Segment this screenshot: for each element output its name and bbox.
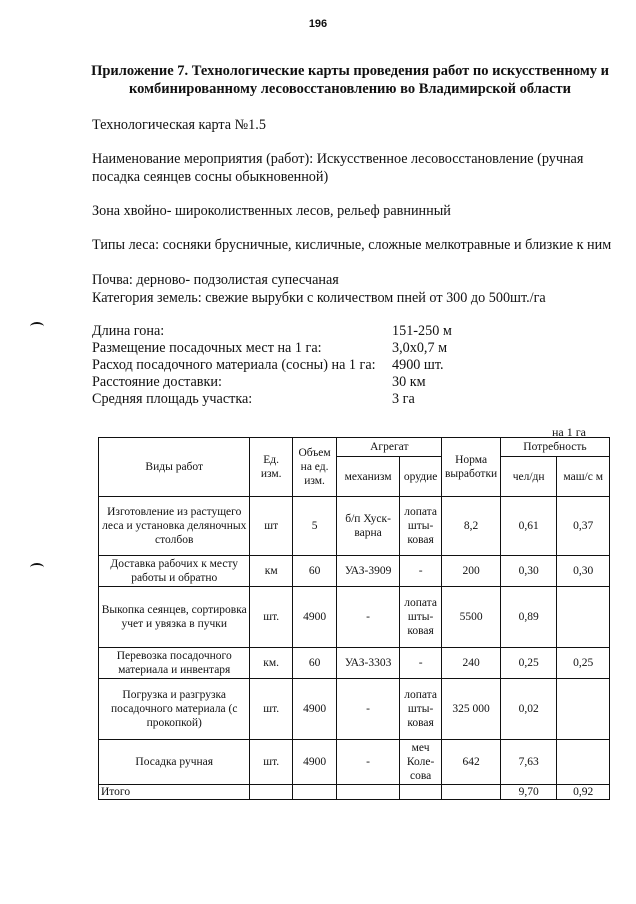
total-label: Итого — [99, 785, 250, 800]
header-unit: Ед. изм. — [250, 438, 292, 497]
param-label: Расстояние доставки: — [92, 374, 222, 390]
work-mechanism: УАЗ-3909 — [337, 556, 400, 587]
param-label: Длина гона: — [92, 323, 165, 339]
param-value: 3,0х0,7 м — [392, 340, 448, 356]
work-norm: 642 — [442, 740, 501, 785]
work-man-days: 0,61 — [500, 497, 557, 556]
unit-note: на 1 га — [552, 425, 586, 439]
land-category: Категория земель: свежие вырубки с количеством пней от 300 до 500шт./га — [92, 290, 546, 306]
header-machine-shifts: маш/с м — [557, 457, 610, 497]
page-number: 196 — [308, 18, 328, 30]
work-man-days: 7,63 — [500, 740, 557, 785]
work-norm: 240 — [442, 648, 501, 679]
table-row — [99, 648, 610, 679]
work-name: Изготовление из растущего леса и установка деляночных столбов — [99, 497, 250, 556]
work-tool: - — [399, 556, 441, 587]
work-name: Доставка рабочих к месту работы и обратно — [99, 556, 250, 587]
param-value: 3 га — [392, 391, 415, 407]
table-row — [99, 497, 610, 556]
param-value: 4900 шт. — [392, 357, 444, 373]
param-row — [92, 323, 512, 340]
work-volume: 60 — [292, 556, 336, 587]
total-machine-shifts: 0,92 — [557, 785, 610, 800]
work-mechanism: - — [337, 587, 400, 648]
work-volume: 4900 — [292, 587, 336, 648]
table-row — [99, 740, 610, 785]
work-name: Погрузка и разгрузка посадочного материала (с прокопкой) — [99, 679, 250, 740]
work-mechanism: УАЗ-3303 — [337, 648, 400, 679]
table-row — [99, 587, 610, 648]
soil-type: Почва: дерново- подзолистая супесчаная — [92, 272, 339, 288]
work-mechanism: - — [337, 679, 400, 740]
work-machine-shifts — [557, 587, 610, 648]
work-tool: меч Колесова — [399, 740, 441, 785]
appendix-title: Приложение 7. Технологические карты проведения работ по искусственному и комбинированному лесовосстановлению во Владимирской области — [91, 63, 609, 97]
work-volume: 5 — [292, 497, 336, 556]
forest-zone: Зона хвойно- широколиственных лесов, рельеф равнинный — [92, 203, 451, 219]
header-aggregate: Агрегат — [337, 438, 442, 457]
work-tool: - — [399, 648, 441, 679]
forest-types: Типы леса: сосняки брусничные, кисличные, сложные мелкотравные и близкие к ним — [92, 237, 612, 253]
param-row — [92, 340, 512, 357]
work-mechanism: б/п Хускварна — [337, 497, 400, 556]
header-norm: Норма выработки — [442, 438, 501, 497]
work-man-days: 0,02 — [500, 679, 557, 740]
work-unit: км. — [250, 648, 292, 679]
param-value: 151-250 м — [392, 323, 452, 339]
work-machine-shifts: 0,25 — [557, 648, 610, 679]
work-norm: 8,2 — [442, 497, 501, 556]
param-row — [92, 391, 512, 408]
table-row — [99, 556, 610, 587]
total-empty — [399, 785, 441, 800]
work-volume: 4900 — [292, 740, 336, 785]
work-norm: 200 — [442, 556, 501, 587]
work-unit: шт. — [250, 740, 292, 785]
work-name: Выкопка сеянцев, сортировка учет и увязка в пучки — [99, 587, 250, 648]
site-parameters — [92, 323, 512, 408]
table-header-row — [99, 438, 610, 457]
work-man-days: 0,30 — [500, 556, 557, 587]
work-unit: шт. — [250, 679, 292, 740]
work-unit: км — [250, 556, 292, 587]
total-empty — [292, 785, 336, 800]
work-man-days: 0,25 — [500, 648, 557, 679]
work-norm: 325 000 — [442, 679, 501, 740]
work-norm: 5500 — [442, 587, 501, 648]
work-tool: лопата штыковая — [399, 497, 441, 556]
work-machine-shifts: 0,37 — [557, 497, 610, 556]
total-empty — [337, 785, 400, 800]
header-volume: Объем на ед. изм. — [292, 438, 336, 497]
binding-mark — [30, 563, 44, 572]
param-label: Расход посадочного материала (сосны) на 1 га: — [92, 357, 376, 373]
work-tool: лопата штыковая — [399, 679, 441, 740]
work-man-days: 0,89 — [500, 587, 557, 648]
total-empty — [442, 785, 501, 800]
param-row — [92, 374, 512, 391]
card-title: Технологическая карта №1.5 — [92, 117, 266, 133]
header-tool: орудие — [399, 457, 441, 497]
header-work-types: Виды работ — [99, 438, 250, 497]
activity-description: Наименование мероприятия (работ): Искусственное лесовосстановление (ручная посадка сеянцев сосны обыкновенной) — [92, 151, 584, 185]
param-value: 30 км — [392, 374, 426, 390]
param-row — [92, 357, 512, 374]
work-mechanism: - — [337, 740, 400, 785]
work-volume: 60 — [292, 648, 336, 679]
total-man-days: 9,70 — [500, 785, 557, 800]
total-row — [99, 785, 610, 800]
work-name: Посадка ручная — [99, 740, 250, 785]
param-label: Средняя площадь участка: — [92, 391, 253, 407]
work-machine-shifts — [557, 679, 610, 740]
work-machine-shifts: 0,30 — [557, 556, 610, 587]
param-label: Размещение посадочных мест на 1 га: — [92, 340, 322, 356]
header-man-days: чел/дн — [500, 457, 557, 497]
header-mechanism: механизм — [337, 457, 400, 497]
works-table — [98, 437, 610, 800]
work-unit: шт. — [250, 587, 292, 648]
work-unit: шт — [250, 497, 292, 556]
work-name: Перевозка посадочного материала и инвентаря — [99, 648, 250, 679]
binding-mark — [30, 322, 44, 331]
total-empty — [250, 785, 292, 800]
header-need: Потребность — [500, 438, 609, 457]
work-volume: 4900 — [292, 679, 336, 740]
table-row — [99, 679, 610, 740]
work-tool: лопата штыковая — [399, 587, 441, 648]
work-machine-shifts — [557, 740, 610, 785]
